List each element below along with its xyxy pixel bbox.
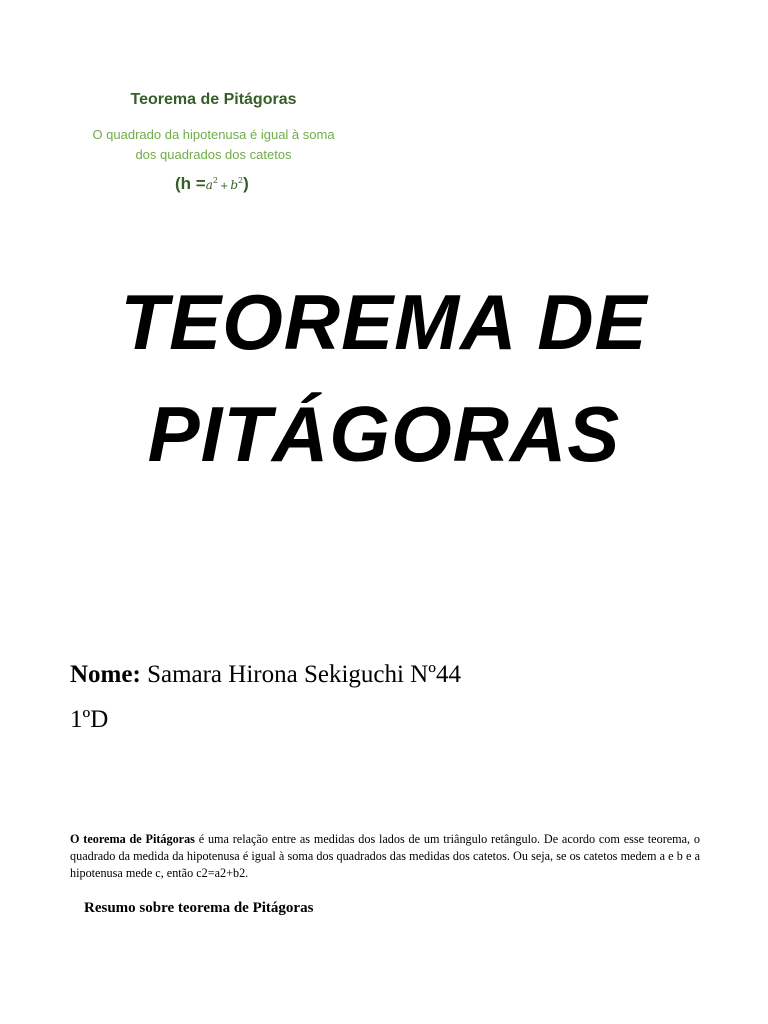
name-value: Samara Hirona Sekiguchi Nº44 (147, 661, 461, 688)
summary-heading: Resumo sobre teorema de Pitágoras (84, 900, 314, 916)
main-title-line1: TEOREMA DE (120, 278, 648, 366)
pythagoras-formula (175, 174, 249, 194)
formula-a: a (205, 178, 213, 192)
header-subtitle (70, 125, 357, 165)
student-class: 1ºD (70, 706, 109, 733)
student-name-line (70, 661, 461, 689)
formula-b: b (230, 178, 239, 192)
intro-paragraph (70, 831, 700, 882)
formula-prefix: (h = (175, 174, 206, 193)
header-subtitle-line1: O quadrado da hipotenusa é igual à soma (92, 127, 335, 142)
name-label: Nome: (70, 661, 141, 688)
formula-suffix: ) (243, 174, 249, 193)
header-subtitle-line2: dos quadrados dos catetos (135, 147, 292, 162)
header-title: Teorema de Pitágoras (130, 91, 297, 108)
formula-expression (206, 178, 243, 192)
formula-plus: + (219, 181, 229, 192)
main-title (0, 266, 768, 490)
main-title-line2: PITÁGORAS (147, 390, 621, 478)
paragraph-text: é uma relação entre as medidas dos lados de um triângulo retângulo. De acordo com esse teorema, o quadrado da medida da hipotenusa é igual à soma dos quadrados das medidas dos catetos. Ou seja, se os catetos medem a e b e a hipotenusa mede c, então c2=a2+b2. (70, 832, 700, 880)
formula-exponent-a: 2 (212, 176, 218, 185)
paragraph-bold-lead: O teorema de Pitágoras (70, 832, 195, 846)
formula-exponent-b: 2 (238, 176, 244, 185)
